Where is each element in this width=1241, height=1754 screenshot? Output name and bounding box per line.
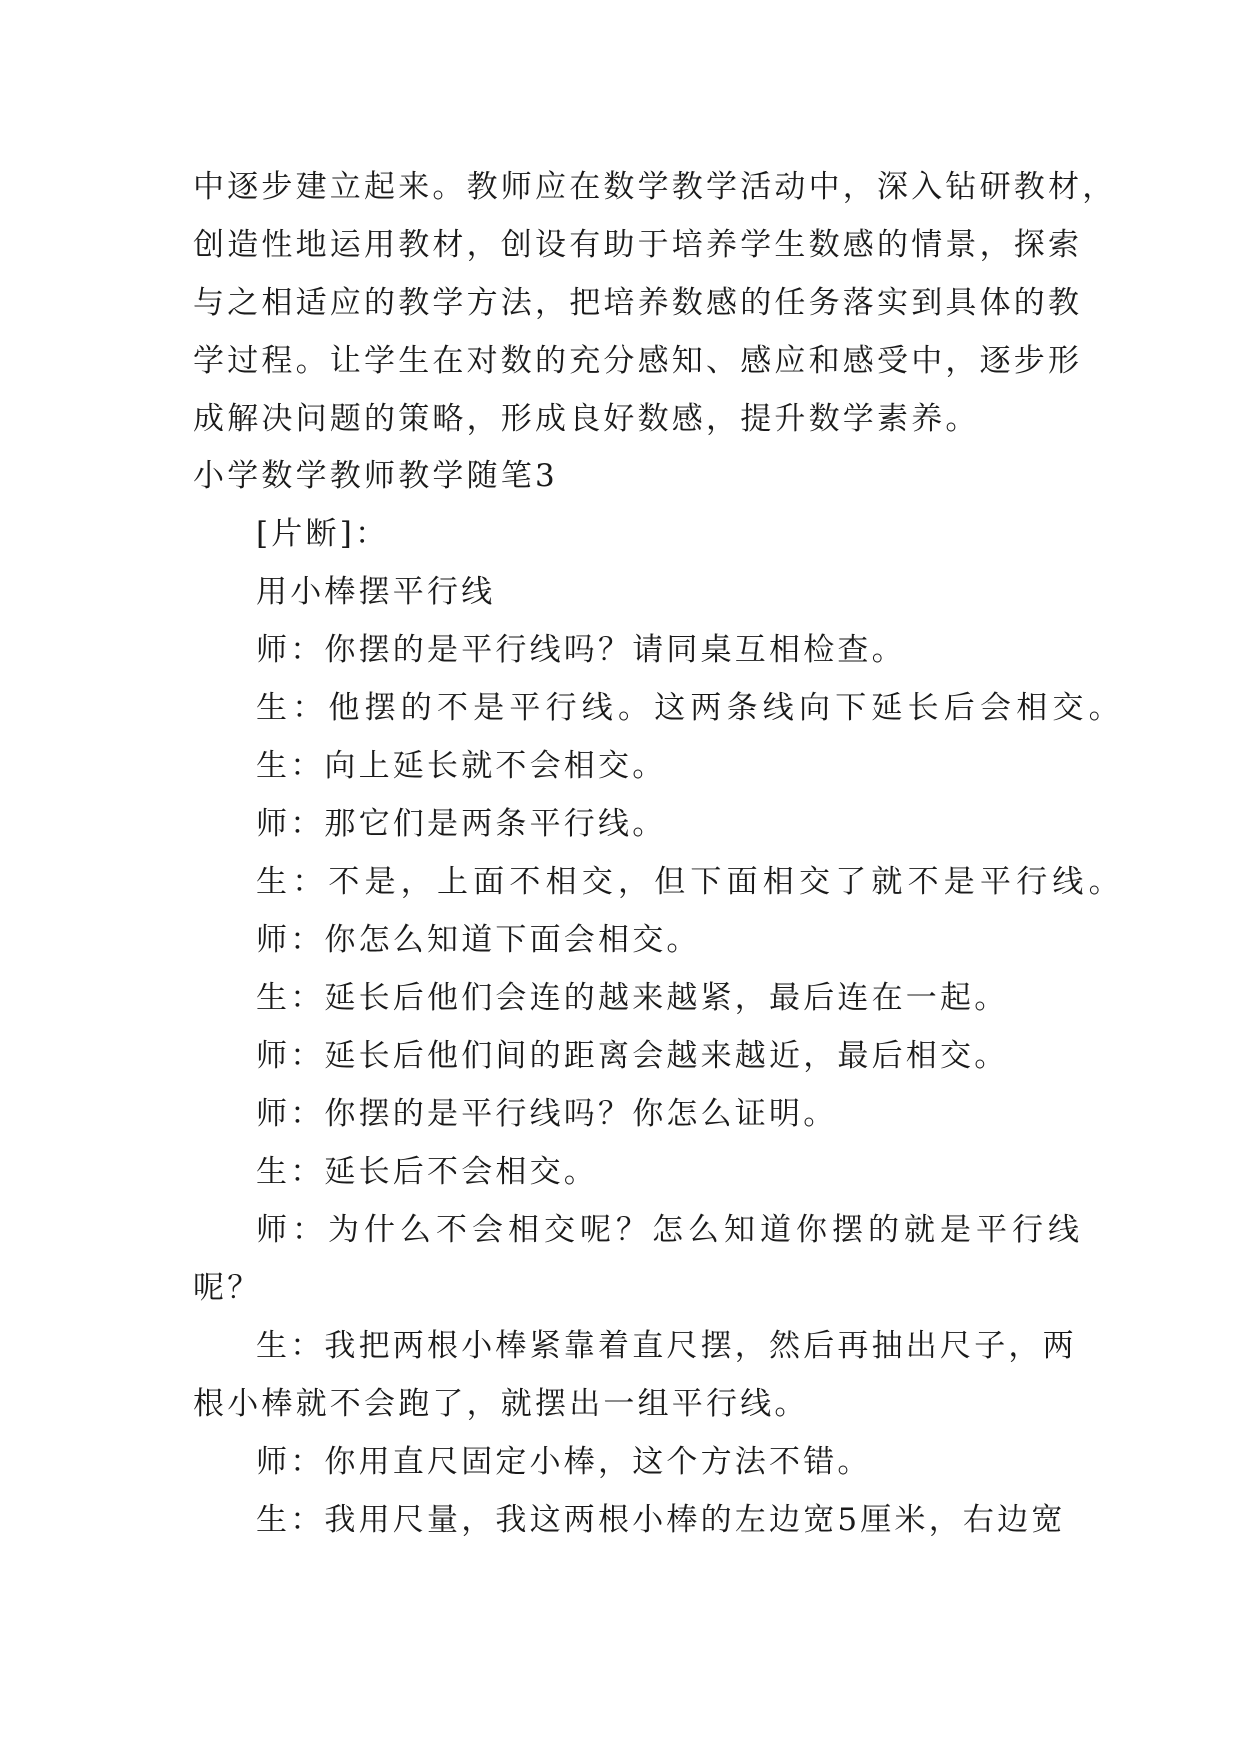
dialogue-line: 师：你摆的是平行线吗？请同桌互相检查。 xyxy=(256,632,906,668)
paragraph-line: 中逐步建立起来。教师应在数学教学活动中，深入钻研教材， xyxy=(193,169,1117,205)
dialogue-line: 师：你怎么知道下面会相交。 xyxy=(256,922,701,958)
dialogue-line: 生：他摆的不是平行线。这两条线向下延长后会相交。 xyxy=(256,690,1125,726)
dialogue-line: 师：你用直尺固定小棒，这个方法不错。 xyxy=(256,1444,872,1480)
paragraph-line: 成解决问题的策略，形成良好数感，提升数学素养。 xyxy=(193,401,980,437)
dialogue-line: 师：延长后他们间的距离会越来越近，最后相交。 xyxy=(256,1038,1009,1074)
dialogue-line-continuation: 呢？ xyxy=(193,1270,262,1306)
dialogue-line: 生：向上延长就不会相交。 xyxy=(256,748,667,784)
dialogue-line: 师：为什么不会相交呢？怎么知道你摆的就是平行线 xyxy=(256,1212,1084,1248)
dialogue-line: 生：不是，上面不相交，但下面相交了就不是平行线。 xyxy=(256,864,1125,900)
dialogue-line: 生：我用尺量，我这两根小棒的左边宽5厘米，右边宽 xyxy=(256,1502,1066,1538)
fragment-title: 用小棒摆平行线 xyxy=(256,574,496,610)
dialogue-line: 师：那它们是两条平行线。 xyxy=(256,806,667,842)
paragraph-line: 学过程。让学生在对数的充分感知、感应和感受中，逐步形 xyxy=(193,343,1083,379)
dialogue-line: 生：延长后不会相交。 xyxy=(256,1154,598,1190)
fragment-label: [片断]： xyxy=(256,516,390,552)
dialogue-line: 生：延长后他们会连的越来越紧，最后连在一起。 xyxy=(256,980,1009,1016)
dialogue-line: 生：我把两根小棒紧靠着直尺摆，然后再抽出尺子，两 xyxy=(256,1328,1077,1364)
dialogue-line-continuation: 根小棒就不会跑了，就摆出一组平行线。 xyxy=(193,1386,809,1422)
section-heading: 小学数学教师教学随笔3 xyxy=(193,458,558,494)
paragraph-line: 与之相适应的教学方法，把培养数感的任务落实到具体的教 xyxy=(193,285,1083,321)
dialogue-line: 师：你摆的是平行线吗？你怎么证明。 xyxy=(256,1096,838,1132)
paragraph-line: 创造性地运用教材，创设有助于培养学生数感的情景，探索 xyxy=(193,227,1083,263)
